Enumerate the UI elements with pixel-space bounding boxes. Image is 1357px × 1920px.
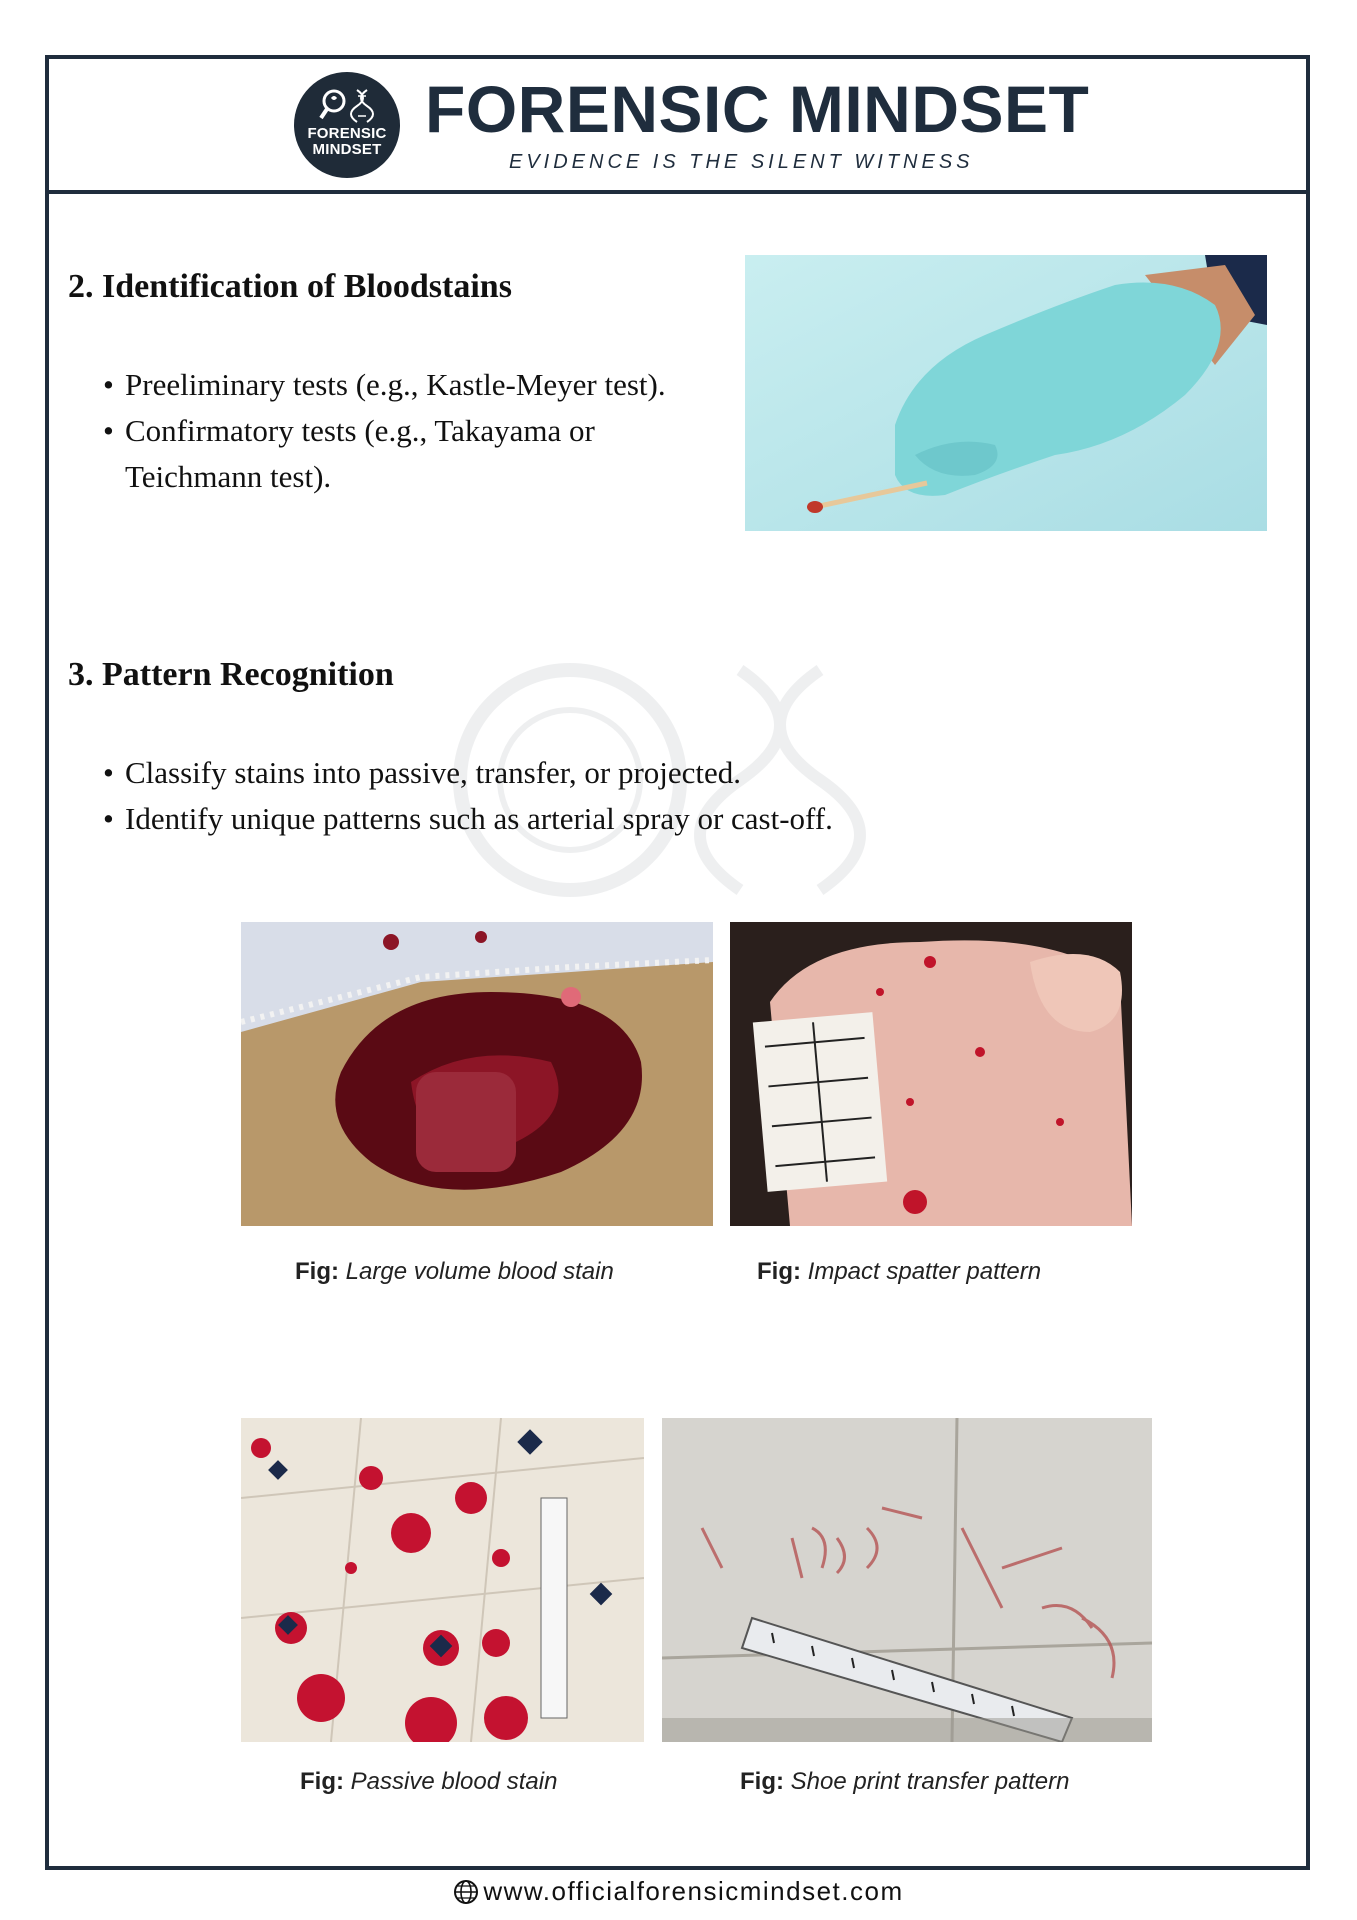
figure-shoe-print-photo: [662, 1418, 1152, 1742]
logo: [294, 72, 400, 178]
swab-test-image: [745, 255, 1267, 531]
figure-3-text: Passive blood stain: [350, 1768, 558, 1795]
header: [49, 59, 1306, 194]
brand-title: FORENSIC MINDSET: [425, 72, 1090, 146]
figure-1-prefix: Fig:: [295, 1258, 339, 1285]
figure-1-text: Large volume blood stain: [345, 1258, 614, 1285]
large-volume-stain-image: [241, 922, 713, 1226]
figure-2-caption: [757, 1258, 1041, 1286]
figure-large-volume-photo: [241, 922, 713, 1226]
magnifier-dna-icon: [319, 86, 375, 126]
section-3-title: 3. Pattern Recognition: [68, 656, 394, 693]
figure-3-caption: [300, 1768, 557, 1796]
bullet-continuation: [103, 454, 666, 500]
section-3-bullets: [103, 750, 833, 842]
figure-2-prefix: Fig:: [757, 1258, 801, 1285]
logo-text: [294, 126, 400, 158]
bullet-item: • Preeliminary tests (e.g., Kastle-Meyer test).: [103, 362, 666, 408]
figure-impact-spatter-photo: [730, 922, 1132, 1226]
impact-spatter-image: [730, 922, 1132, 1226]
section-2-title: 2. Identification of Bloodstains: [68, 268, 512, 305]
logo-line-1: FORENSIC: [307, 125, 387, 142]
figure-passive-photo: [241, 1418, 644, 1742]
passive-stain-image: [241, 1418, 644, 1742]
figure-3-prefix: Fig:: [300, 1768, 344, 1795]
shoe-print-image: [662, 1418, 1152, 1742]
swab-test-photo: [745, 255, 1267, 531]
figure-4-text: Shoe print transfer pattern: [790, 1768, 1070, 1795]
footer: [0, 1876, 1357, 1907]
bullet-continuation-text: Teichmann test).: [125, 459, 332, 494]
logo-line-2: MINDSET: [312, 141, 382, 158]
bullet-item: • Confirmatory tests (e.g., Takayama or: [103, 408, 666, 454]
website-link[interactable]: www.officialforensicmindset.com: [483, 1876, 904, 1906]
figure-4-prefix: Fig:: [740, 1768, 784, 1795]
globe-icon: [453, 1879, 479, 1905]
brand-tagline: EVIDENCE IS THE SILENT WITNESS: [509, 151, 974, 173]
section-2-bullets: [103, 362, 666, 500]
bullet-item: • Classify stains into passive, transfer, or projected.: [103, 750, 833, 796]
figure-2-text: Impact spatter pattern: [807, 1258, 1042, 1285]
bullet-item: • Identify unique patterns such as arterial spray or cast-off.: [103, 796, 833, 842]
figure-4-caption: [740, 1768, 1069, 1796]
figure-1-caption: [295, 1258, 614, 1286]
